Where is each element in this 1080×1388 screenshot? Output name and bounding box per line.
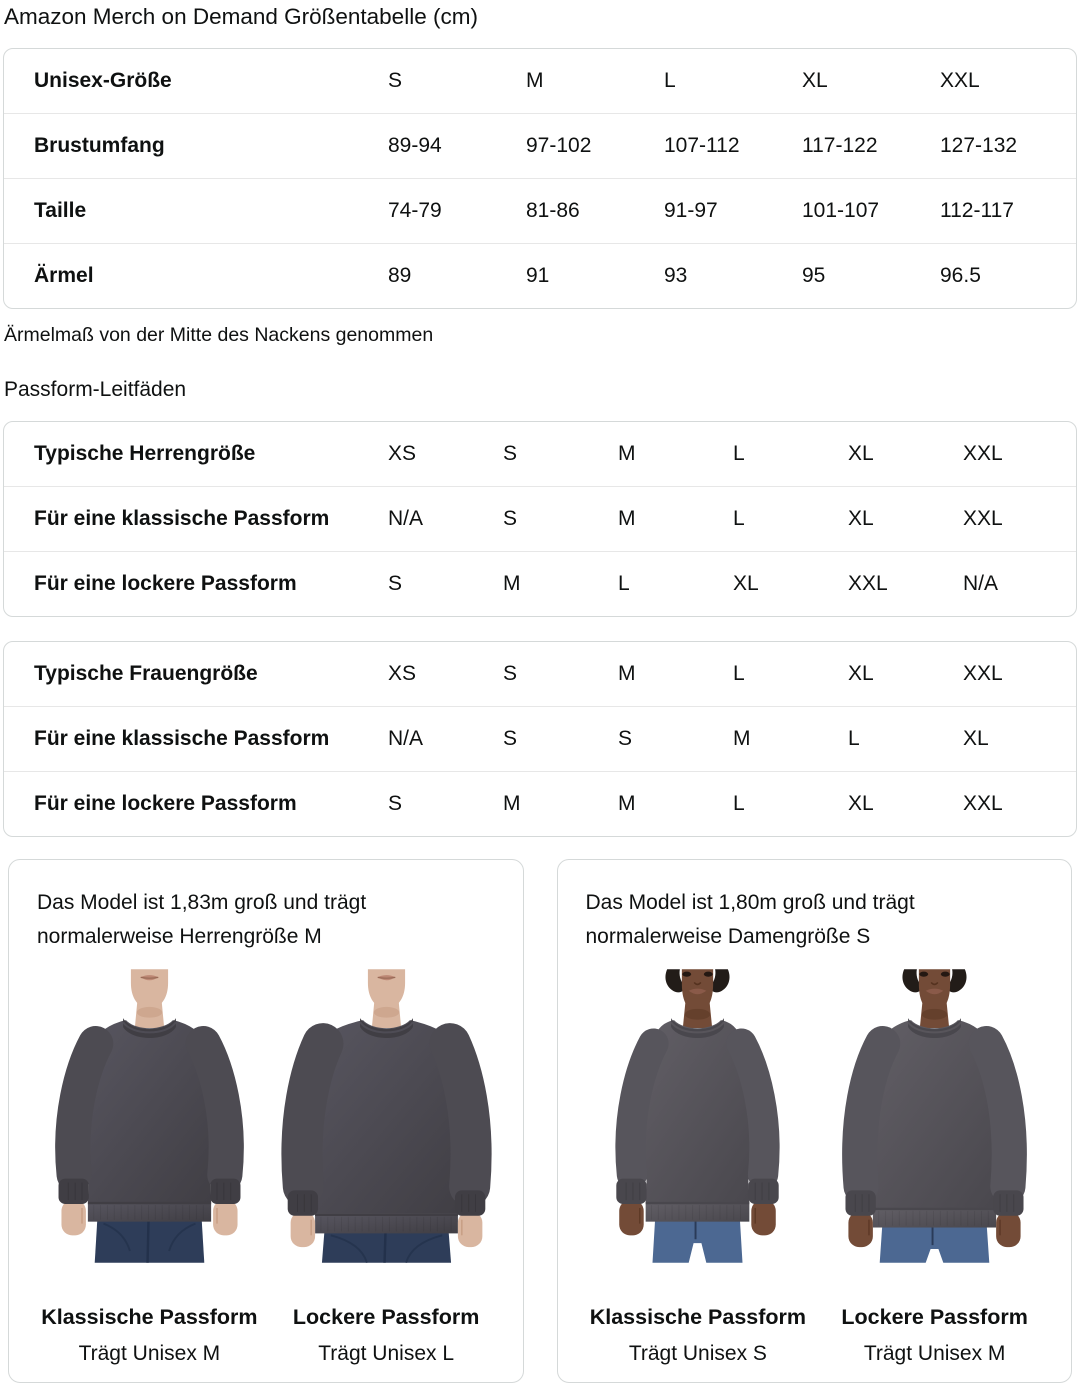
size-cell: M <box>618 507 636 530</box>
size-cell: 74-79 <box>388 199 442 222</box>
size-cell: 91 <box>526 264 550 287</box>
size-cell: 97-102 <box>526 134 592 157</box>
size-cell: XS <box>388 442 417 465</box>
size-cell: S <box>388 792 403 815</box>
table-row <box>4 114 1076 179</box>
female-model-card <box>557 859 1073 1383</box>
figures-row <box>580 966 1054 1366</box>
size-cell: S <box>388 69 403 92</box>
female-model-photo-loose-fit <box>822 966 1047 1266</box>
size-cell: N/A <box>963 572 999 595</box>
female-model-photo-classic-fit <box>585 966 810 1266</box>
size-cell: S <box>618 727 633 750</box>
size-cell: N/A <box>388 727 424 750</box>
figure-title: Klassische Passform <box>589 1305 807 1329</box>
table-row <box>4 487 1076 552</box>
size-cell: M <box>618 792 636 815</box>
row-label: Typische Frauengröße <box>34 662 258 685</box>
sleeve-measurement-note: Ärmelmaß von der Mitte des Nackens genommen <box>4 324 434 346</box>
size-cell: L <box>733 507 745 530</box>
table-row <box>4 49 1076 114</box>
size-cell: 89 <box>388 264 412 287</box>
size-cell: S <box>503 507 518 530</box>
table-row <box>4 244 1076 308</box>
size-cell: 96.5 <box>940 264 981 287</box>
size-cell: 112-117 <box>940 199 1014 222</box>
size-cell: M <box>618 442 636 465</box>
model-cards <box>8 859 1072 1383</box>
size-cell: L <box>733 792 745 815</box>
size-cell: 101-107 <box>802 199 880 222</box>
row-label: Für eine klassische Passform <box>34 507 330 530</box>
size-cell: S <box>388 572 403 595</box>
row-label: Brustumfang <box>34 134 165 157</box>
size-cell: XXL <box>963 507 1003 530</box>
model-figure <box>816 966 1053 1366</box>
model-description: Das Model ist 1,80m groß und trägt normalerweise Damengröße S <box>585 891 915 948</box>
size-cell: 89-94 <box>388 134 442 157</box>
size-cell: S <box>503 662 518 685</box>
table-row <box>4 642 1076 707</box>
size-cell: M <box>503 572 521 595</box>
male-model-card <box>8 859 524 1383</box>
size-cell: N/A <box>388 507 424 530</box>
size-cell: L <box>664 69 676 92</box>
size-cell: S <box>503 727 518 750</box>
model-figure <box>580 966 817 1366</box>
table-row <box>4 179 1076 244</box>
model-figure <box>268 966 505 1366</box>
model-figure <box>31 966 268 1366</box>
size-cell: 107-112 <box>664 134 740 157</box>
row-label: Ärmel <box>34 264 94 287</box>
row-label: Typische Herrengröße <box>34 442 256 465</box>
size-cell: 91-97 <box>664 199 718 222</box>
figure-subtitle: Trägt Unisex M <box>78 1342 221 1365</box>
male-model-photo-classic-fit <box>37 966 262 1266</box>
figure-title: Lockere Passform <box>841 1305 1028 1329</box>
fit-guides-heading: Passform-Leitfäden <box>4 378 187 401</box>
size-cell: S <box>503 442 518 465</box>
size-cell: 127-132 <box>940 134 1018 157</box>
size-cell: XL <box>963 727 989 750</box>
table-row <box>4 772 1076 836</box>
size-cell: M <box>526 69 544 92</box>
size-cell: XL <box>848 442 874 465</box>
size-cell: XXL <box>963 662 1003 685</box>
size-cell: M <box>503 792 521 815</box>
page-title: Amazon Merch on Demand Größentabelle (cm) <box>4 4 478 29</box>
size-cell: M <box>618 662 636 685</box>
figure-title: Klassische Passform <box>41 1305 258 1329</box>
size-cell: XXL <box>940 69 980 92</box>
size-cell: L <box>733 442 745 465</box>
figure-subtitle: Trägt Unisex S <box>628 1342 767 1365</box>
model-description: Das Model ist 1,83m groß und trägt normalerweise Herrengröße M <box>37 891 367 948</box>
unisex-size-table <box>3 48 1077 309</box>
table-row <box>4 552 1076 616</box>
size-cell: 95 <box>802 264 826 287</box>
men-fit-table <box>3 421 1077 617</box>
size-cell: XL <box>802 69 828 92</box>
size-cell: XL <box>848 507 874 530</box>
figures-row <box>31 966 505 1366</box>
size-cell: XXL <box>963 442 1003 465</box>
figure-subtitle: Trägt Unisex M <box>863 1342 1006 1365</box>
size-cell: L <box>618 572 630 595</box>
row-label: Für eine lockere Passform <box>34 792 297 815</box>
table-row <box>4 422 1076 487</box>
size-cell: 93 <box>664 264 688 287</box>
size-cell: XL <box>848 792 874 815</box>
row-label: Für eine klassische Passform <box>34 727 330 750</box>
row-label: Für eine lockere Passform <box>34 572 297 595</box>
size-cell: 81-86 <box>526 199 580 222</box>
size-cell: L <box>733 662 745 685</box>
male-model-photo-loose-fit <box>274 966 499 1266</box>
size-cell: M <box>733 727 751 750</box>
size-cell: 117-122 <box>802 134 878 157</box>
figure-subtitle: Trägt Unisex L <box>318 1342 455 1365</box>
size-cell: XXL <box>848 572 888 595</box>
row-label: Taille <box>34 199 87 222</box>
size-cell: XS <box>388 662 417 685</box>
figure-title: Lockere Passform <box>292 1305 480 1329</box>
table-row <box>4 707 1076 772</box>
size-cell: XL <box>733 572 759 595</box>
row-label: Unisex-Größe <box>34 69 172 92</box>
size-cell: L <box>848 727 860 750</box>
size-cell: XXL <box>963 792 1003 815</box>
women-fit-table <box>3 641 1077 837</box>
size-cell: XL <box>848 662 874 685</box>
